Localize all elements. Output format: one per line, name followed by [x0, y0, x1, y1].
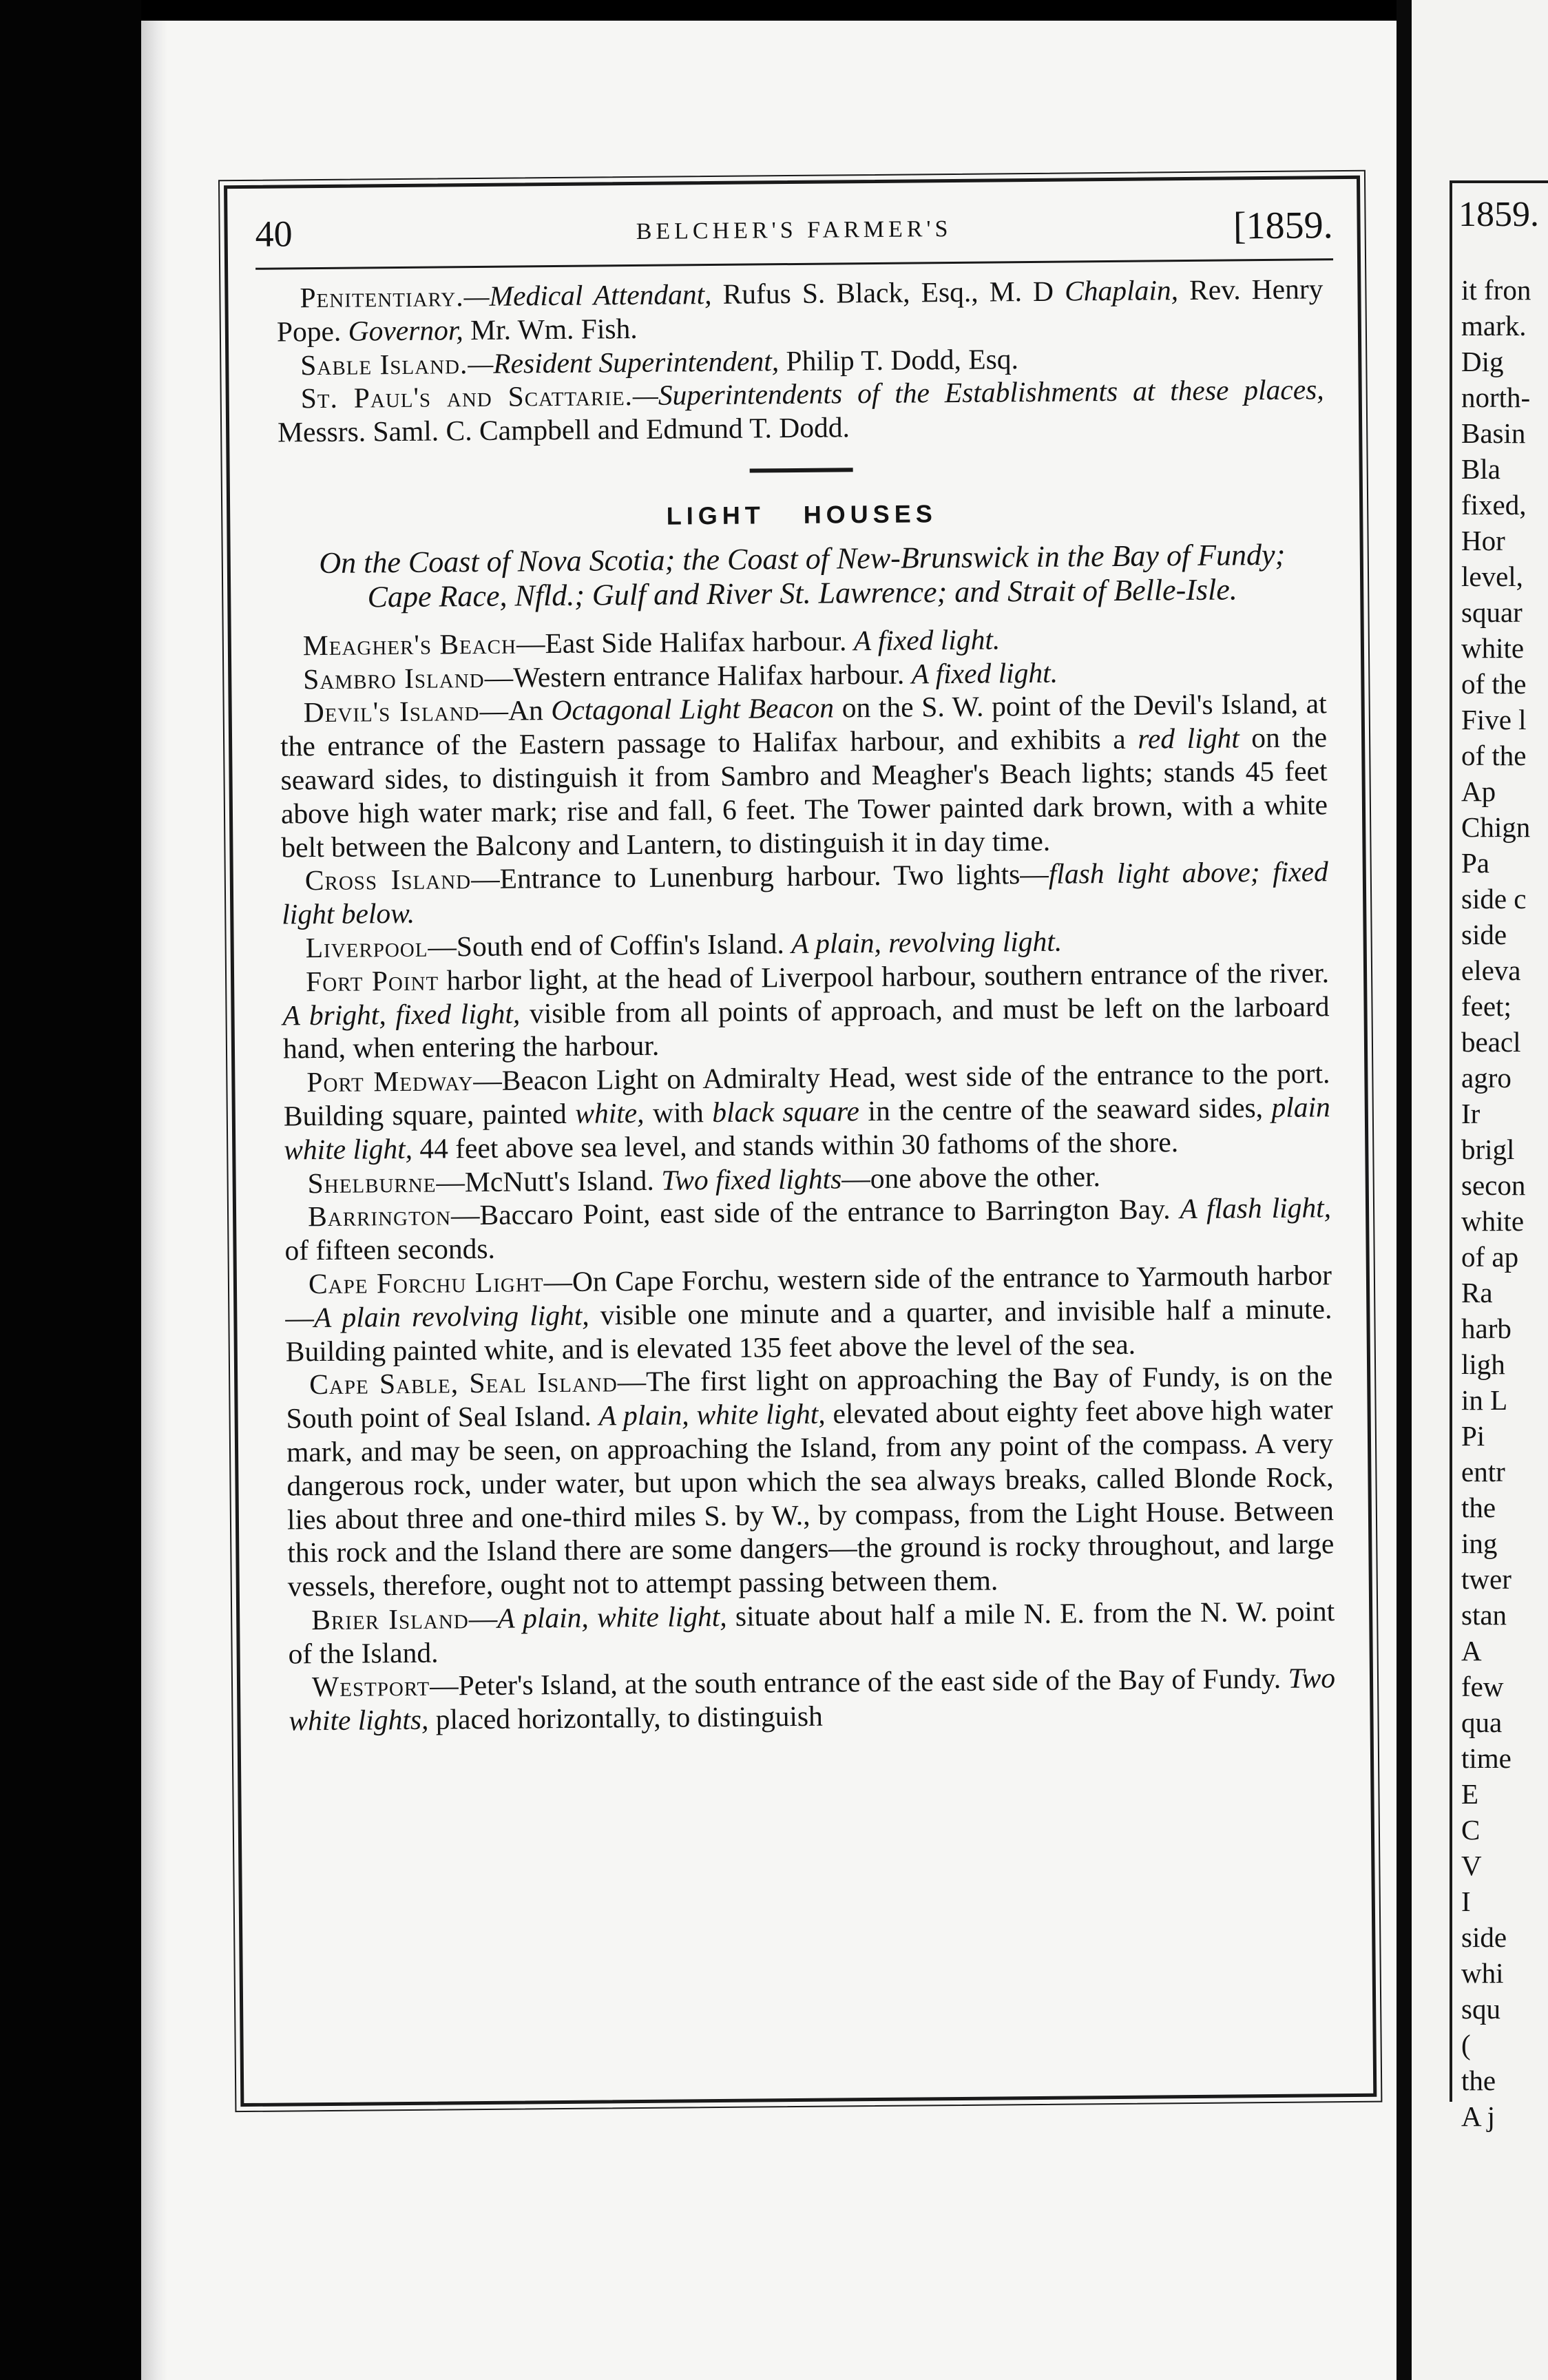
- lighthouse-list: [280, 620, 1336, 1737]
- entry-text: —The first light on approaching the Bay of Fundy, is on the South point of Seal Island.: [286, 1359, 1333, 1434]
- right-page-line: entr: [1461, 1456, 1505, 1488]
- entry-text: —McNutt's Island.: [436, 1164, 662, 1198]
- lighthouse-entry: [282, 956, 1330, 1066]
- header-year: [1859.: [1233, 204, 1333, 248]
- lighthouse-entry: [285, 1258, 1332, 1368]
- right-page-line: E: [1461, 1778, 1479, 1810]
- lighthouse-name: Brier Island: [311, 1603, 469, 1636]
- section-heading: [278, 494, 1325, 536]
- entry-italic: black square: [712, 1095, 860, 1128]
- staff-place: Penitentiary.: [300, 280, 464, 314]
- lighthouse-entry: [280, 687, 1328, 864]
- right-page-line: Ap: [1461, 775, 1496, 807]
- running-title: BELCHER'S FARMER'S: [636, 216, 952, 244]
- page-number: 40: [255, 213, 293, 255]
- right-page-year: 1859.: [1458, 195, 1539, 234]
- right-page-line: of the: [1461, 740, 1527, 771]
- entry-italic: flash light above; fixed light below.: [282, 855, 1329, 930]
- right-page-text: [1461, 272, 1531, 2134]
- staff-entry: [276, 272, 1324, 348]
- entry-text: —An: [479, 694, 552, 727]
- lighthouse-name: Liverpool: [305, 930, 428, 964]
- right-page-line: ligh: [1461, 1348, 1505, 1380]
- entry-italic: A flash light,: [1180, 1191, 1332, 1225]
- right-page-line: stan: [1461, 1599, 1507, 1631]
- lighthouse-name: Fort Point: [305, 964, 439, 997]
- lighthouse-name: Port Medway: [306, 1065, 474, 1098]
- lighthouse-entry: [289, 1662, 1336, 1738]
- right-page-line: level,: [1461, 561, 1523, 592]
- entry-text: —Baccaro Point, east side of the entrance to Barrington Bay.: [450, 1193, 1180, 1231]
- right-page-line: Hor: [1461, 525, 1505, 556]
- entry-text: on the S. W. point of the Devil's Island, at the entrance of the Eastern passage to Halifax harbour, and exhibits a: [280, 687, 1327, 762]
- right-page-line: white: [1461, 632, 1525, 664]
- right-page-line: brigl: [1461, 1134, 1515, 1165]
- entry-italic: A plain, revolving light.: [791, 925, 1063, 960]
- right-page-line: secon: [1461, 1169, 1526, 1201]
- body-text: [276, 272, 1335, 1737]
- right-page-line: Ra: [1461, 1277, 1493, 1308]
- right-page-line: A j: [1461, 2100, 1495, 2132]
- entry-text: harbor light, at the head of Liverpool harbour, southern entrance of the river.: [438, 956, 1330, 996]
- content-frame: [224, 176, 1377, 2107]
- right-page-line: fixed,: [1461, 489, 1527, 521]
- entry-text: visible one minute and a quarter, and invisible half a minute. Building painted white, and is elevated 135 feet above the level of the sea.: [285, 1292, 1332, 1367]
- entry-italic: white,: [575, 1096, 645, 1129]
- entry-text: —On Cape Forchu, western side of the entrance to Yarmouth harbor—: [285, 1259, 1332, 1334]
- page-header: [255, 203, 1333, 270]
- entry-text: —East Side Halifax harbour.: [516, 625, 854, 660]
- staff-role: —Medical Attendant,: [463, 278, 712, 313]
- lighthouse-name: Meagher's Beach: [302, 627, 517, 662]
- book-binding: [0, 0, 141, 2380]
- entry-text: with: [644, 1096, 713, 1129]
- right-page-line: whi: [1461, 1957, 1504, 1989]
- staff-role: —Superintendents of the Establishments at these places,: [632, 373, 1324, 412]
- entry-text: —Entrance to Lunenburg harbour. Two lights—: [470, 858, 1049, 895]
- lighthouse-name: Barrington: [307, 1199, 452, 1233]
- right-page-line: Bla: [1461, 453, 1500, 485]
- entry-italic: Octagonal Light Beacon: [551, 691, 835, 727]
- right-page-line: Pa: [1461, 847, 1489, 879]
- staff-text: Rufus S. Black, Esq., M. D: [711, 275, 1065, 311]
- entry-text: —Beacon Light on Admiralty Head, west side of the entrance to the port. Building square, painted: [283, 1057, 1330, 1132]
- staff-place: St. Paul's and Scattarie.: [300, 379, 634, 415]
- right-page-line: squ: [1461, 1993, 1500, 2025]
- right-page-line: mark.: [1461, 310, 1527, 342]
- right-page-line: beacl: [1461, 1026, 1521, 1058]
- right-page-line: side: [1461, 919, 1507, 950]
- entry-text: visible from all points of approach, and must be left on the larboard hand, when entering the harbour.: [282, 990, 1330, 1065]
- entry-italic: A plain, white light,: [598, 1397, 826, 1432]
- staff-text: Messrs. Saml. C. Campbell and Edmund T. Dodd.: [277, 411, 850, 448]
- heading-word: LIGHT: [666, 501, 765, 530]
- entry-italic: A fixed light.: [853, 623, 1001, 657]
- right-page-line: agro: [1461, 1062, 1512, 1094]
- entry-italic: A bright, fixed light,: [282, 997, 521, 1032]
- staff-role: Chaplain,: [1064, 274, 1179, 307]
- entry-text: —Western entrance Halifax harbour.: [484, 658, 912, 693]
- lighthouse-name: Devil's Island: [303, 695, 480, 729]
- section-subheading: On the Coast of Nova Scotia; the Coast of New-Brunswick in the Bay of Fundy; Cape Race, Nfld.; Gulf and River St. Lawrence; and Strait of Belle-Isle.: [319, 537, 1286, 614]
- right-page-line: Dig: [1461, 346, 1504, 377]
- staff-entry: [278, 373, 1325, 450]
- right-page-line: Five l: [1461, 704, 1527, 735]
- staff-text: Philip T. Dodd, Esq.: [778, 342, 1019, 377]
- staff-role: —Resident Superintendent,: [468, 344, 780, 379]
- lighthouse-name: Westport: [311, 1670, 430, 1703]
- right-page-line: squar: [1461, 596, 1523, 628]
- lighthouse-entry: [284, 1191, 1332, 1268]
- right-page-line: side: [1461, 1921, 1507, 1953]
- lighthouse-name: Cape Forchu Light: [308, 1266, 544, 1300]
- entry-text: —Peter's Island, at the south entrance of the east side of the Bay of Fundy.: [429, 1662, 1288, 1702]
- right-page-line: it fron: [1461, 274, 1531, 306]
- heading-word: HOUSES: [803, 499, 937, 529]
- entry-text: —: [468, 1602, 498, 1635]
- lighthouse-entry: [288, 1594, 1335, 1671]
- staff-role: Governor,: [348, 313, 463, 347]
- right-page-line: feet;: [1461, 990, 1512, 1022]
- lighthouse-entry: [286, 1359, 1335, 1604]
- right-page-line: in L: [1461, 1384, 1508, 1416]
- right-page-line: Basin: [1461, 417, 1526, 449]
- staff-text: Mr. Wm. Fish.: [463, 312, 638, 346]
- right-page-line: Ir: [1461, 1098, 1481, 1129]
- right-page-line: V: [1461, 1850, 1482, 1881]
- staff-place: Sable Island.: [300, 347, 468, 381]
- entry-italic: A fixed light.: [911, 656, 1058, 690]
- right-page-line: the: [1461, 1492, 1496, 1523]
- lighthouse-name: Cross Island: [304, 863, 472, 897]
- right-page-line: time: [1461, 1742, 1512, 1774]
- right-page-line: Chign: [1461, 811, 1531, 843]
- entry-text: in the centre of the seaward sides,: [859, 1091, 1272, 1127]
- right-page-line: C: [1461, 1814, 1481, 1846]
- right-page-line: harb: [1461, 1313, 1512, 1344]
- right-page-line: few: [1461, 1671, 1504, 1702]
- section-divider: [750, 468, 853, 472]
- entry-text: 44 feet above sea level, and stands within 30 fathoms of the shore.: [412, 1125, 1179, 1165]
- right-page-line: of the: [1461, 668, 1527, 700]
- page-curl-shadow: [141, 21, 167, 2380]
- right-page-line: white: [1461, 1205, 1525, 1237]
- lighthouse-name: Cape Sable, Seal Island: [309, 1366, 618, 1401]
- lighthouse-entry: [283, 1056, 1330, 1167]
- entry-italic: Two fixed lights: [660, 1162, 842, 1196]
- entry-text: placed horizontally, to distinguish: [428, 1700, 824, 1735]
- right-page-line: qua: [1461, 1706, 1503, 1738]
- right-page-line: of ap: [1461, 1241, 1519, 1273]
- entry-italic: A plain revolving light,: [313, 1299, 589, 1333]
- right-page-line: twer: [1461, 1563, 1512, 1595]
- right-page-line: (: [1461, 2029, 1471, 2060]
- right-page-line: A: [1461, 1635, 1482, 1667]
- entry-text: —South end of Coffin's Island.: [428, 928, 792, 963]
- right-page-line: I: [1461, 1886, 1471, 1917]
- lighthouse-entry: [282, 855, 1329, 932]
- right-page-line: ing: [1461, 1527, 1498, 1559]
- lighthouse-name: Sambro Island: [303, 661, 485, 695]
- entry-italic: plain white light,: [284, 1091, 1330, 1166]
- entry-text: situate about half a mile N. E. from the N. W. point of the Island.: [288, 1595, 1335, 1670]
- right-page-line: side c: [1461, 883, 1527, 915]
- entry-italic: A plain, white light,: [497, 1600, 727, 1634]
- right-page-line: north-: [1461, 382, 1531, 413]
- entry-text: of fifteen seconds.: [284, 1232, 496, 1266]
- right-page-line: Pi: [1461, 1420, 1485, 1452]
- entry-italic: Two white lights,: [289, 1662, 1336, 1737]
- lighthouse-name: Shelburne: [307, 1166, 437, 1199]
- staff-text: Rev. Henry Pope.: [276, 273, 1324, 348]
- right-page-line: eleva: [1461, 954, 1521, 986]
- entry-italic: red light: [1138, 722, 1240, 755]
- entry-text: —one above the other.: [841, 1160, 1101, 1194]
- entry-text: elevated about eighty feet above high water mark, and may be seen, on approaching the Island, from any point of the compass. A very dangerous rock, under water, but upon which the sea always breaks, called Blonde Rock, lies about three and one-third miles S. by W., by compass, from the Light House. Between this rock and the Island there are some dangers—the ground is rocky throughout, and large vessels, therefore, ought not to attempt passing between them.: [286, 1393, 1335, 1603]
- entry-text: on the seaward sides, to distinguish it from Sambro and Meagher's Beach lights; stands 45 feet above high water mark; rise and fall, 6 feet. The Tower painted dark brown, with a white belt between the Balcony and Lantern, to distinguish it in day time.: [280, 721, 1328, 864]
- right-page-line: the: [1461, 2065, 1496, 2096]
